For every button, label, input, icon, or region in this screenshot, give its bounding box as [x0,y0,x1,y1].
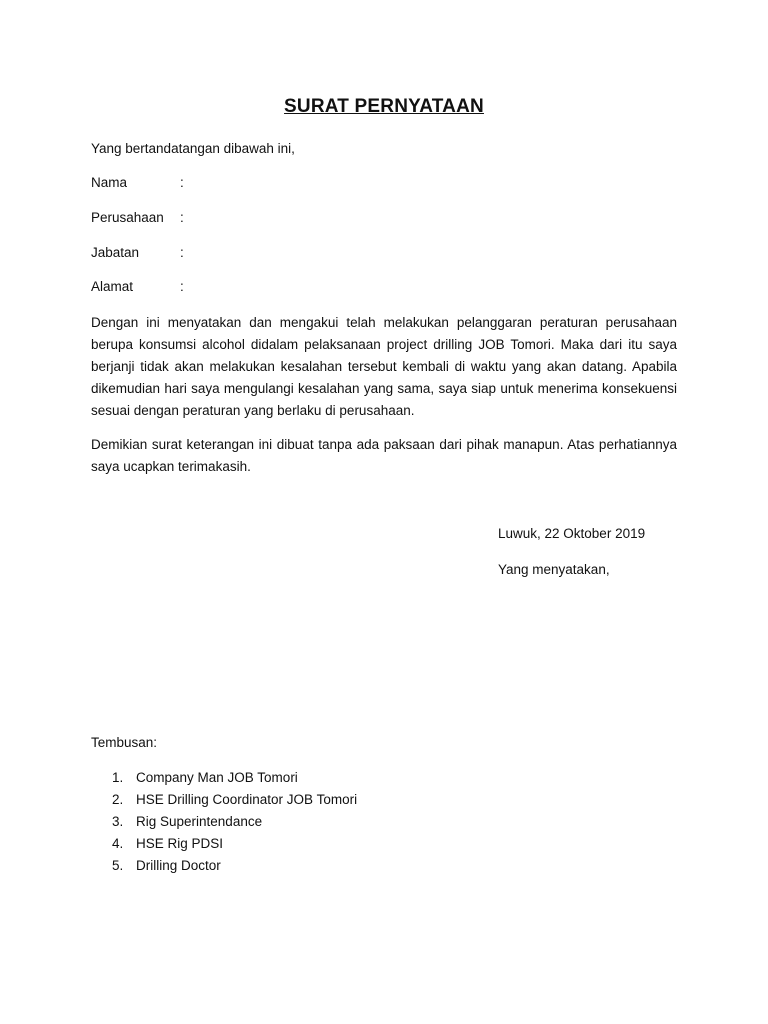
list-item-text: Company Man JOB Tomori [136,770,298,785]
field-jabatan [91,245,184,265]
list-item [91,855,357,877]
field-colon: : [180,175,184,190]
closing-paragraph: Demikian surat keterangan ini dibuat tanpa ada paksaan dari pihak manapun. Atas perhatiannya saya ucapkan terimakasih. [91,437,677,474]
list-item-text: HSE Rig PDSI [136,836,224,851]
list-item-text: Rig Superintendance [136,814,263,829]
field-label: Alamat [91,279,134,294]
list-item-number: 2. [112,792,124,807]
list-item-number: 1. [112,770,124,785]
signature-place-date: Luwuk, 22 Oktober 2019 [498,526,646,541]
field-label: Perusahaan [91,210,164,225]
field-colon: : [180,279,184,294]
field-alamat [91,279,184,299]
field-colon: : [180,210,184,225]
statement-paragraph: Dengan ini menyatakan dan mengakui telah melakukan pelanggaran peraturan perusahaan berupa konsumsi alcohol didalam pelaksanaan project drilling JOB Tomori. Maka dari itu saya berjanji tidak akan melakukan kesalahan tersebut kembali di waktu yang akan datang. Apabila dikemudian hari saya mengulangi kesalahan yang sama, saya siap untuk menerima konsekuensi sesuai dengan peraturan yang berlaku di perusahaan. [91,315,677,418]
cc-list [91,767,357,877]
list-item [91,767,357,789]
list-item-number: 3. [112,814,124,829]
signature-role: Yang menyatakan, [498,562,610,577]
document-title: SURAT PERNYATAAN [284,96,484,117]
field-perusahaan [91,210,184,230]
intro-text: Yang bertandatangan dibawah ini, [91,141,295,156]
field-label: Nama [91,175,128,190]
list-item-number: 4. [112,836,124,851]
list-item [91,833,357,855]
field-colon: : [180,245,184,260]
field-label: Jabatan [91,245,140,260]
list-item-number: 5. [112,858,124,873]
list-item-text: Drilling Doctor [136,858,221,873]
list-item [91,789,357,811]
cc-label: Tembusan: [91,735,158,750]
list-item-text: HSE Drilling Coordinator JOB Tomori [136,792,358,807]
field-nama [91,175,184,195]
list-item [91,811,357,833]
